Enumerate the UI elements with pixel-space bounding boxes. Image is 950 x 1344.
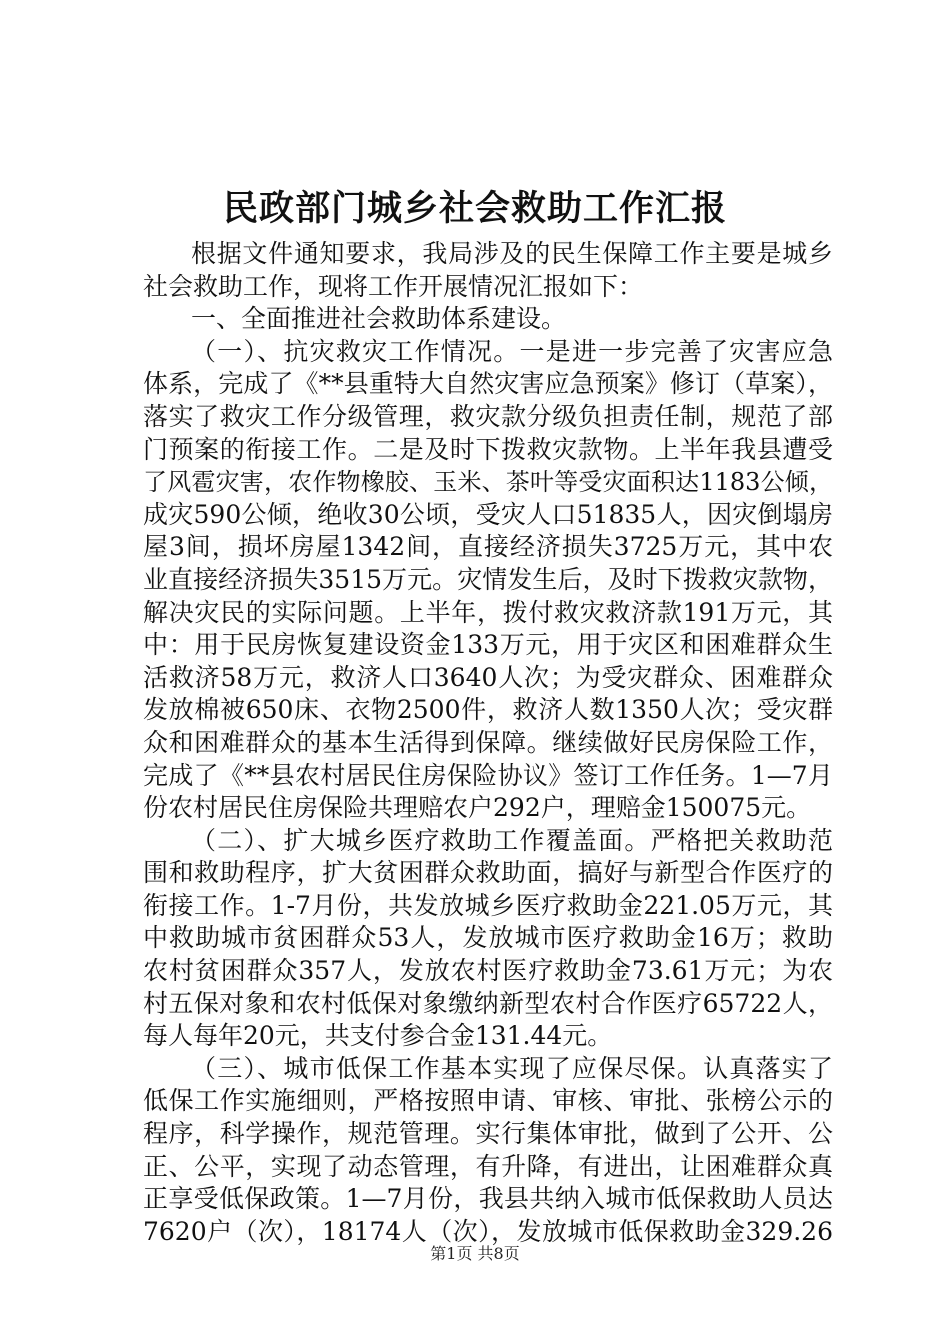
body-line: 众和困难群众的基本生活得到保障。继续做好民房保险工作， bbox=[143, 727, 833, 757]
page-number-footer: 第1页 共8页 bbox=[430, 1244, 520, 1263]
body-line: 正、公平，实现了动态管理，有升降，有进出，让困难群众真 bbox=[143, 1151, 833, 1181]
body-line: 社会救助工作，现将工作开展情况汇报如下： bbox=[143, 271, 644, 301]
body-line: 成灾590公倾，绝收30公顷，受灾人口51835人，因灾倒塌房 bbox=[143, 499, 833, 529]
body-line: 每人每年20元，共支付参合金131.44元。 bbox=[143, 1021, 613, 1051]
body-line: 门预案的衔接工作。二是及时下拨救灾款物。上半年我县遭受 bbox=[143, 434, 833, 464]
body-line: 完成了《**县农村居民住房保险协议》签订工作任务。1—7月 bbox=[143, 760, 833, 790]
body-line: 村五保对象和农村低保对象缴纳新型农村合作医疗65722人， bbox=[143, 988, 833, 1018]
body-line: 屋3间，损坏房屋1342间，直接经济损失3725万元，其中农 bbox=[143, 532, 833, 562]
body-line: 解决灾民的实际问题。上半年，拨付救灾救济款191万元，其 bbox=[143, 597, 833, 627]
body-line: 衔接工作。1-7月份，共发放城乡医疗救助金221.05万元，其 bbox=[143, 890, 833, 920]
body-line: 活救济58万元，救济人口3640人次；为受灾群众、困难群众 bbox=[143, 662, 833, 692]
body-line: 体系，完成了《**县重特大自然灾害应急预案》修订（草案）， bbox=[143, 369, 833, 399]
body-line: 份农村居民住房保险共理赔农户292户，理赔金150075元。 bbox=[143, 793, 812, 823]
document-title: 民政部门城乡社会救助工作汇报 bbox=[222, 188, 727, 229]
body-line: （二）、扩大城乡医疗救助工作覆盖面。严格把关救助范 bbox=[191, 825, 833, 855]
body-line: 围和救助程序，扩大贫困群众救助面，搞好与新型合作医疗的 bbox=[143, 858, 833, 888]
body-line: （一）、抗灾救灾工作情况。一是进一步完善了灾害应急 bbox=[191, 336, 833, 366]
body-line: 中救助城市贫困群众53人，发放城市医疗救助金16万；救助 bbox=[143, 923, 833, 953]
body-line: 正享受低保政策。1—7月份，我县共纳入城市低保救助人员达 bbox=[143, 1184, 833, 1214]
body-line: 根据文件通知要求，我局涉及的民生保障工作主要是城乡 bbox=[191, 239, 833, 268]
body-line: 落实了救灾工作分级管理，救灾款分级负担责任制，规范了部 bbox=[143, 401, 833, 431]
body-line: 业直接经济损失3515万元。灾情发生后，及时下拨救灾款物， bbox=[143, 564, 833, 594]
body-line: 农村贫困群众357人，发放农村医疗救助金73.61万元；为农 bbox=[143, 956, 833, 986]
body-line: 了风雹灾害，农作物橡胶、玉米、茶叶等受灾面积达1183公倾， bbox=[143, 468, 833, 497]
body-line: （三）、城市低保工作基本实现了应保尽保。认真落实了 bbox=[191, 1053, 833, 1083]
body-line: 中：用于民房恢复建设资金133万元，用于灾区和困难群众生 bbox=[143, 630, 833, 660]
body-line: 程序，科学操作，规范管理。实行集体审批，做到了公开、公 bbox=[143, 1119, 833, 1149]
section-heading: 一、全面推进社会救助体系建设。 bbox=[191, 304, 567, 334]
document-body bbox=[143, 238, 833, 1248]
body-line: 低保工作实施细则，严格按照申请、审核、审批、张榜公示的 bbox=[143, 1086, 833, 1116]
body-line: 7620户（次），18174人（次），发放城市低保救助金329.26 bbox=[143, 1216, 833, 1246]
body-line: 发放棉被650床、衣物2500件，救济人数1350人次；受灾群 bbox=[143, 695, 833, 725]
